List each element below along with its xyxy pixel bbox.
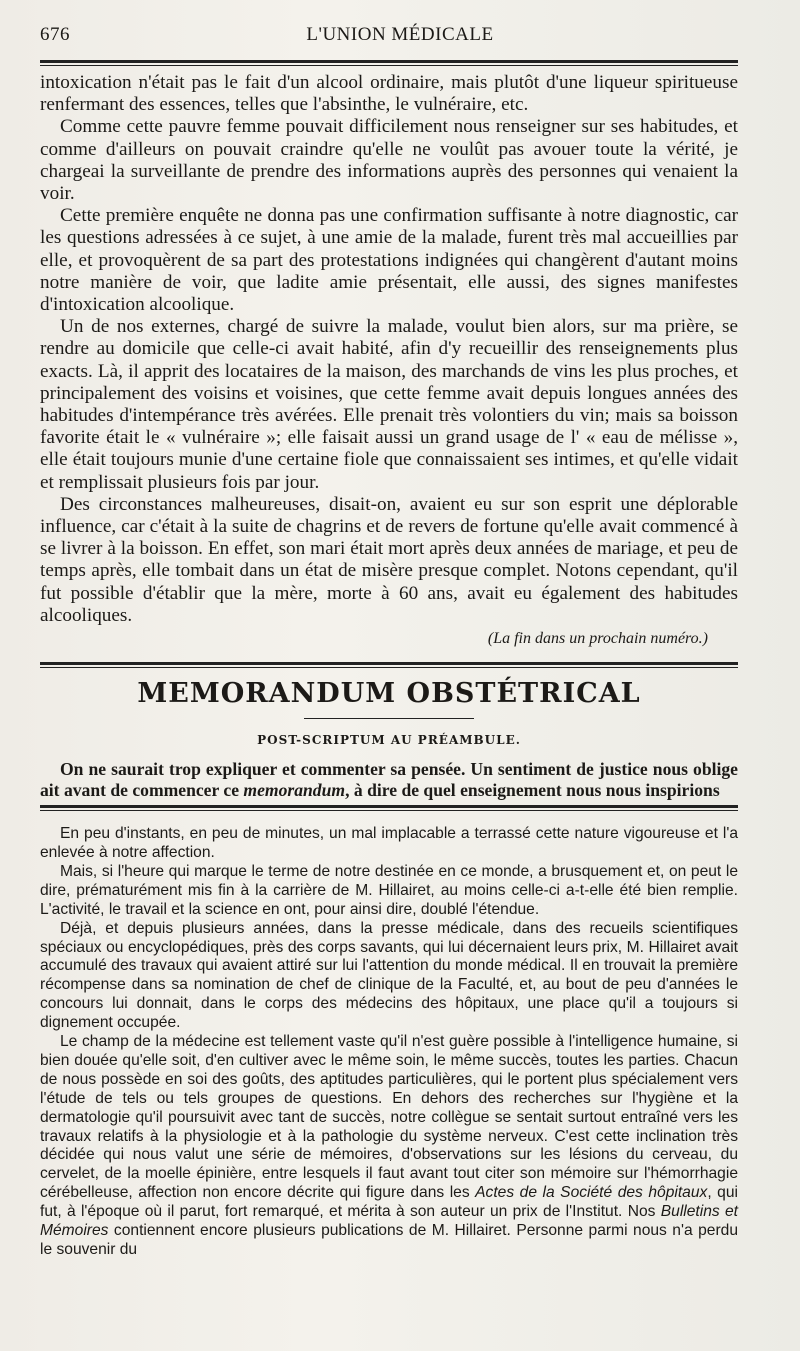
preamble-text-end: , à dire de quel enseignement nous nous inspirions [345, 780, 720, 801]
section-separator [40, 662, 738, 668]
continuation-note: (La fin dans un prochain numéro.) [487, 630, 708, 648]
citation-bulletins: Bulletins et Mémoires [40, 1203, 739, 1240]
paragraph: En peu d'instants, en peu de minutes, un mal implacable a terrassé cette nature vigoureuse et l'a enlevée à notre affection. [40, 825, 738, 861]
paragraph: Des circonstances malheureuses, disait-on, avaient eu sur son esprit une déplorable influence, car c'était à la suite de chagrins et de revers de fortune qu'elle avait commencé à se livrer à la boisson. En effet, son mari était mort après deux années de mariage, et peu de temps après, elle tombait dans un état de misère presque complet. Notons cependant, qu'il fut possible d'établir que la mère, morte à 60 ans, avait eu également des habitudes alcooliques. [40, 493, 738, 626]
section-title: MEMORANDUM OBSTÉTRICAL [137, 678, 641, 710]
preamble [40, 759, 738, 801]
paragraph: Mais, si l'heure qui marque le terme de notre destinée en ce monde, a brusquement et, on peut le dire, prématurément mis fin à la carrière de M. Hillairet, au moins celle-ci a-t-elle été bien remplie. L'activité, le travail et la science en ont, pour ainsi dire, doublé l'étendue. [40, 862, 738, 918]
preamble-emphasis: memorandum [243, 780, 346, 801]
paragraph-text: Le champ de la médecine est tellement vaste qu'il n'est guère possible à l'intelligence humaine, si bien douée qu'elle soit, d'en cultiver avec le même soin, le même succès, toutes les parties. Chacun de nous possède en soi des goûts, des aptitudes particulières, qui le portent plus spécialement vers l'étude de tels ou tels groupes de questions. En dehors des recherches sur l'hygiène et la dermatologie qu'il poursuivit avec tant de succès, notre collègue se sentait surtout entraîné vers les travaux relatifs à la physiologie et à la pathologie du système nerveux. C'est cette inclination très décidée qui nous valut une série de mémoires, d'observations sur les lésions du cerveau, du cervelet, de la moelle épinière, entre lesquels il faut avant tout citer son mémoire sur l'hémorrhagie cérébelleuse, affection non encore décrite qui figure dans les [40, 1033, 738, 1202]
running-head [40, 24, 738, 52]
citation-acts: Actes de la Société des hôpitaux [475, 1184, 708, 1202]
section-subtitle: POST-SCRIPTUM AU PRÉAMBULE. [257, 733, 521, 748]
paragraph: intoxication n'était pas le fait d'un alcool ordinaire, mais plutôt d'une liqueur spiritueuse renfermant des essences, telles que l'absinthe, le vulnéraire, etc. [40, 72, 738, 116]
paragraph: Un de nos externes, chargé de suivre la malade, voulut bien alors, sur ma prière, se rendre au domicile que celle-ci avait habité, afin d'y recueillir des renseignements plus exacts. Là, il apprit des locataires de la maison, des marchands de vins les plus proches, et principalement des voisins et voisines, que cette femme avait depuis longues années des habitudes d'intempérance très avérées. Elle prenait très volontiers du vin; mais sa boisson favorite était le « vulnéraire »; elle faisait aussi un grand usage de l' « eau de mélisse », elle était toujours munie d'une certaine fiole que connaissaient ses intimes, et qu'elle vidait et remplissait plusieurs fois par jour. [40, 316, 738, 493]
preamble-text: On ne saurait trop expliquer et commenter sa pensée. Un sentiment de justice nous oblige ait avant de commencer ce [40, 759, 738, 801]
paragraph [40, 1033, 738, 1260]
header-rule [40, 60, 738, 63]
paragraph: Déjà, et depuis plusieurs années, dans la presse médicale, dans des recueils scientifiques spéciaux ou encyclopédiques, près des corps savants, qui lui décernaient leurs prix, M. Hillairet avait accumulé des travaux qui avaient attiré sur lui l'attention du monde médical. Il en trouvait la première récompense dans sa nomination de chef de clinique de la Faculté, et, au bout de peu d'années le concours lui donnait, dans le corps des médecins des hôpitaux, une place qu'il a toujours si dignement occupée. [40, 919, 738, 1032]
article-hillairet [40, 825, 738, 1260]
paragraph: Comme cette pauvre femme pouvait difficilement nous renseigner sur ses habitudes, et comme d'ailleurs on pouvait craindre qu'elle ne voulût pas avouer toute la vérité, je chargeai la surveillante de prendre des informations auprès des personnes qui venaient la voir. [40, 116, 738, 205]
article-intoxication [40, 72, 738, 648]
preamble-separator [40, 805, 738, 811]
title-rule [304, 718, 474, 719]
paragraph: Cette première enquête ne donna pas une confirmation suffisante à notre diagnostic, car les questions adressées à ce sujet, à une amie de la malade, furent très mal accueillies par elle, et provoquèrent de sa part des protestations indignées qui changèrent d'autant moins notre manière de voir, que ladite amie présentait, elle aussi, des signes manifestes d'intoxication alcoolique. [40, 205, 738, 316]
paragraph-text-mid: , qui fut, à l'époque où il parut, fort remarqué, et mérita à son auteur un prix de l'Institut. Nos [40, 1184, 738, 1221]
page-number: 676 [40, 24, 70, 45]
header-rule-thin [40, 65, 738, 66]
journal-title: L'UNION MÉDICALE [306, 24, 494, 45]
preamble-paragraph [40, 759, 738, 801]
paragraph-text-end: contiennent encore plusieurs publications de M. Hillairet. Personne parmi nous n'a perdu le souvenir du [40, 1222, 738, 1259]
